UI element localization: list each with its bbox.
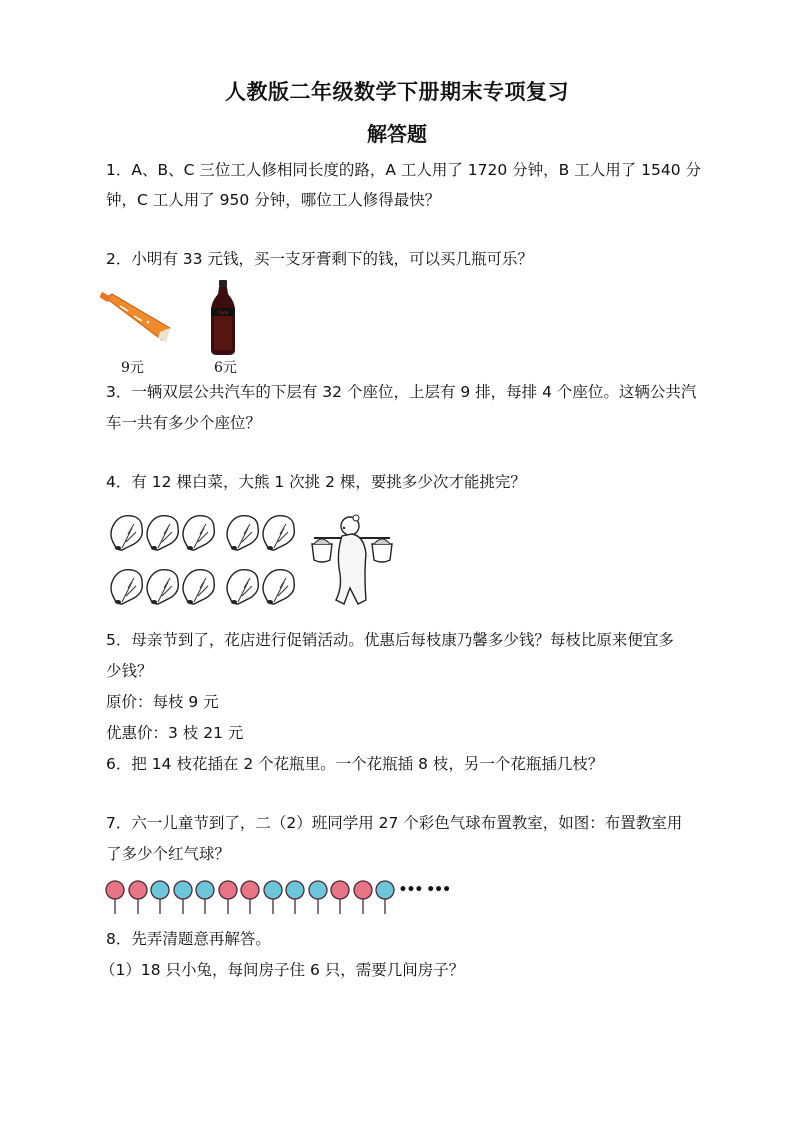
red-balloon-icon <box>104 880 127 916</box>
question-text: 8．先弄清题意再解答。 <box>106 930 271 948</box>
blue-balloon-icon <box>307 880 330 916</box>
page-subtitle: 解答题 <box>367 122 427 146</box>
bear-carrying-cabbage-image <box>306 514 396 610</box>
blue-balloon-icon <box>284 880 307 916</box>
question-text: 7．六一儿童节到了，二（2）班同学用 27 个彩色气球布置教室，如图：布置教室用 <box>106 814 683 832</box>
question-text: 钟，C 工人用了 950 分钟，哪位工人修得最快？ <box>106 191 441 209</box>
question-text: 了多少个红气球？ <box>106 845 231 863</box>
red-balloon-icon <box>217 880 240 916</box>
blue-balloon-icon <box>149 880 172 916</box>
cabbage-group-image <box>108 512 308 612</box>
question-text: 3．一辆双层公共汽车的下层有 32 个座位，上层有 9 排，每排 4 个座位。这辆公共汽 <box>106 383 697 401</box>
red-balloon-icon <box>127 880 150 916</box>
question-text: 车一共有多少个座位？ <box>106 414 262 432</box>
balloon-row-image <box>104 880 450 916</box>
ellipsis: ••• ••• <box>398 882 451 898</box>
red-balloon-icon <box>329 880 352 916</box>
blue-balloon-icon <box>194 880 217 916</box>
question-text: 2．小明有 33 元钱，买一支牙膏剩下的钱，可以买几瓶可乐？ <box>106 250 533 268</box>
blue-balloon-icon <box>262 880 285 916</box>
toothpaste-image <box>100 292 172 344</box>
sub-question-1: （1）18 只小兔，每间房子住 6 只，需要几间房子？ <box>100 961 465 979</box>
red-balloon-icon <box>239 880 262 916</box>
red-balloon-icon <box>352 880 375 916</box>
discount-price: 优惠价：3 枝 21 元 <box>106 724 244 742</box>
svg-text:Coca: Coca <box>218 310 228 315</box>
question-text: 4．有 12 棵白菜，大熊 1 次挑 2 棵，要挑多少次才能挑完？ <box>106 473 526 491</box>
question-text: 5．母亲节到了，花店进行促销活动。优惠后每枝康乃馨多少钱？每枝比原来便宜多 <box>106 631 674 649</box>
original-price: 原价：每枝 9 元 <box>106 693 219 711</box>
blue-balloon-icon <box>172 880 195 916</box>
question-text: 少钱？ <box>106 662 153 680</box>
cola-price: 6元 <box>214 360 237 376</box>
toothpaste-price: 9元 <box>121 360 144 376</box>
cola-bottle-image <box>210 280 236 356</box>
question-text: 1．A、B、C 三位工人修相同长度的路，A 工人用了 1720 分钟，B 工人用了 1540 分 <box>106 161 702 179</box>
page-title: 人教版二年级数学下册期末专项复习 <box>225 80 569 104</box>
question-text: 6．把 14 枝花插在 2 个花瓶里。一个花瓶插 8 枝，另一个花瓶插几枝？ <box>106 755 604 773</box>
blue-balloon-icon <box>374 880 397 916</box>
